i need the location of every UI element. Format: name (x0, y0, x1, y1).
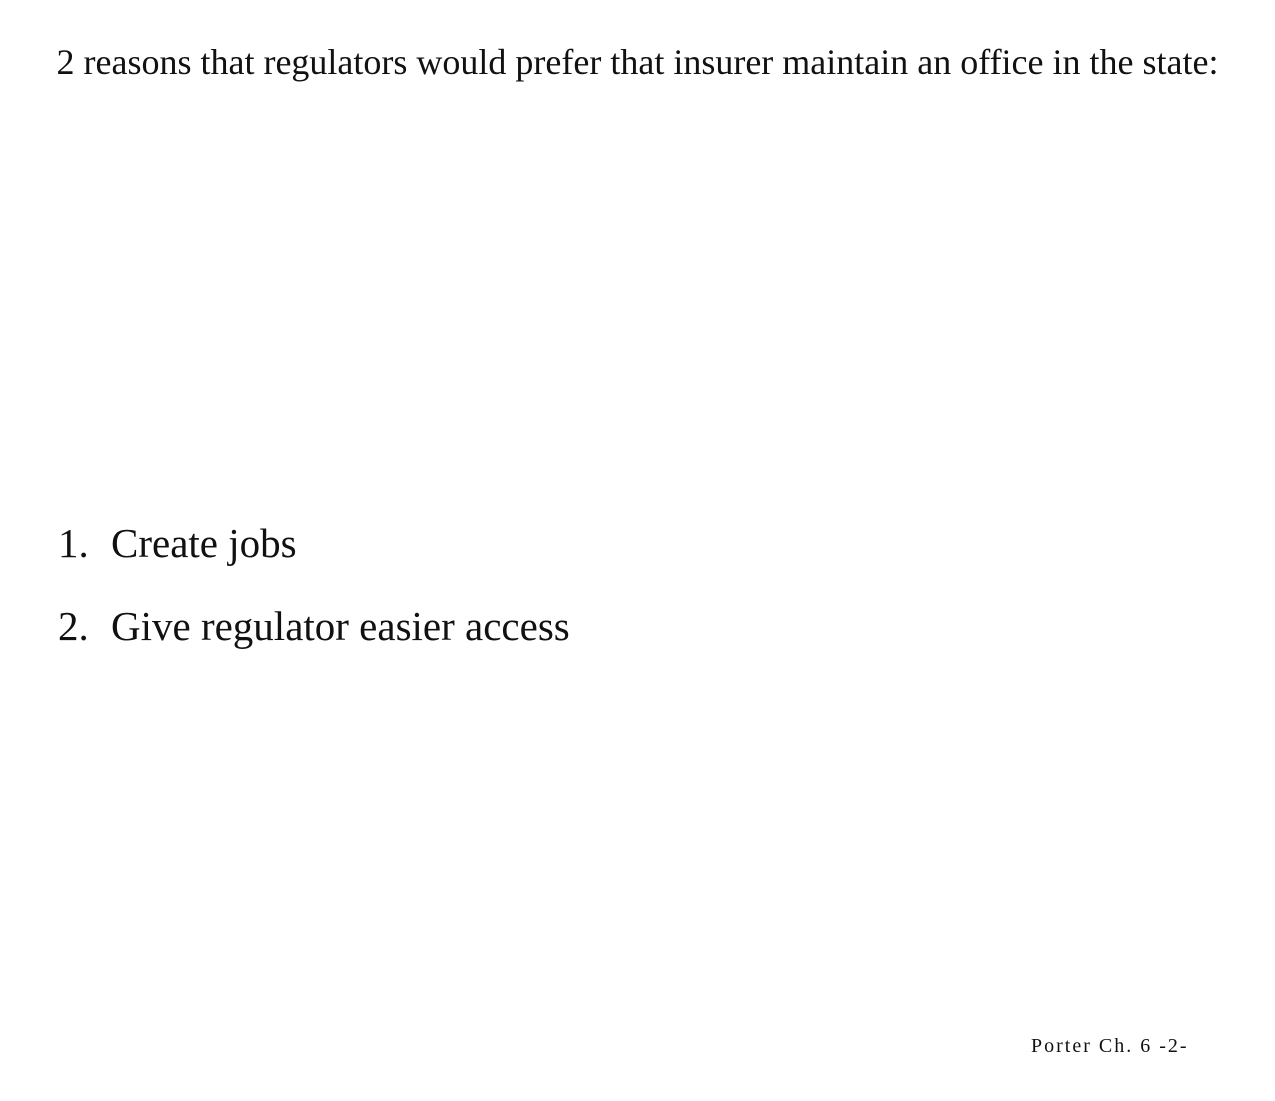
reason-text: Give regulator easier access (111, 603, 570, 649)
page-title: 2 reasons that regulators would prefer that insurer maintain an office in the state: (56, 42, 1219, 82)
reason-item (58, 517, 570, 569)
reason-number: 1. (58, 520, 89, 566)
reason-text: Create jobs (111, 520, 297, 566)
reason-number: 2. (58, 603, 89, 649)
page-footer: Porter Ch. 6 -2- (1031, 1035, 1189, 1057)
reason-item (58, 600, 570, 652)
reason-list (58, 517, 570, 683)
